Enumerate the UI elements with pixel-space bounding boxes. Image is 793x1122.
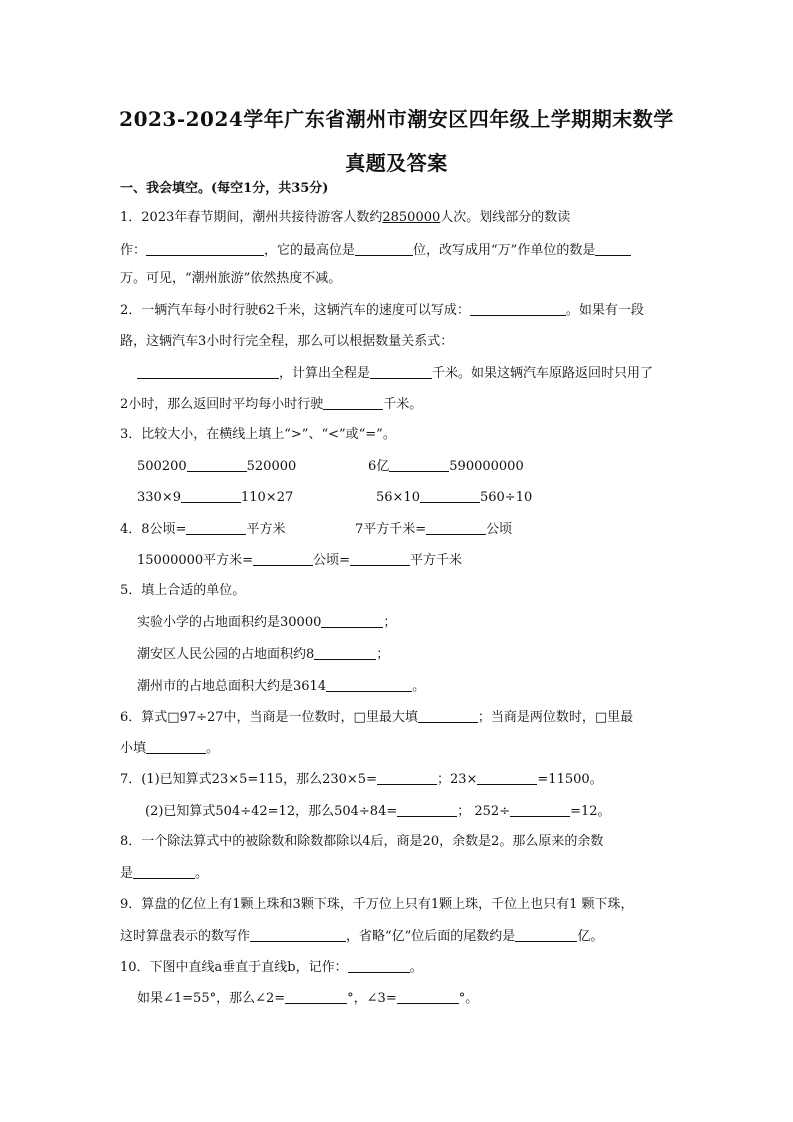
- answer-blank[interactable]: [510, 802, 570, 817]
- answer-blank[interactable]: [426, 520, 486, 535]
- question-8-line-1: 8．一个除法算式中的被除数和除数都除以4后，商是20，余数是2。那么原来的余数: [120, 834, 604, 849]
- question-2-line-1: 2．一辆汽车每小时行驶62千米，这辆汽车的速度可以写成： 。如果有一段: [120, 303, 644, 318]
- question-9-line-1: 9．算盘的亿位上有1颗上珠和3颗下珠，千万位上只有1颗上珠，千位上也只有1 颗下珠，: [120, 897, 634, 912]
- question-3-row-2-left: 330×9 110×27: [137, 490, 294, 505]
- answer-blank[interactable]: [377, 770, 437, 785]
- section-heading: 一、我会填空。(每空1分，共35分): [120, 181, 329, 196]
- answer-blank[interactable]: [253, 551, 313, 566]
- answer-blank[interactable]: [515, 927, 577, 942]
- underlined-number: 2850000: [382, 210, 441, 225]
- question-6-line-2: 小填 。: [120, 741, 220, 756]
- question-7-part-1: 7．(1)已知算式23×5=115，那么230×5= ；23× =11500。: [120, 772, 603, 787]
- answer-blank[interactable]: [420, 488, 480, 503]
- answer-blank[interactable]: [146, 739, 206, 754]
- answer-blank[interactable]: [397, 989, 459, 1004]
- answer-blank[interactable]: [285, 989, 347, 1004]
- answer-blank[interactable]: [146, 241, 264, 256]
- question-1-line-3: 万。可见，“潮州旅游”依然热度不减。: [120, 271, 342, 286]
- question-3-stem: 3．比较大小，在横线上填上“>”、“<”或“=”。: [120, 427, 396, 442]
- question-4-line-2: 15000000平方米= 公顷= 平方千米: [137, 553, 462, 568]
- answer-blank[interactable]: [397, 802, 457, 817]
- question-10-line-1: 10．下图中直线a垂直于直线b，记作： 。: [120, 960, 423, 975]
- question-2-line-4: 2小时，那么返回时平均每小时行驶 千米。: [120, 397, 423, 412]
- answer-blank[interactable]: [477, 770, 537, 785]
- question-6-line-1: 6．算式□97÷27中，当商是一位数时，□里最大填 ；当商是两位数时，□里最: [120, 710, 634, 725]
- page-title: 2023-2024学年广东省潮州市潮安区四年级上学期期末数学: [119, 107, 674, 131]
- answer-blank[interactable]: [133, 864, 195, 879]
- answer-blank[interactable]: [595, 241, 631, 256]
- question-3-row-1-right: 6亿 590000000: [368, 459, 524, 474]
- question-2-line-3: ，计算出全程是 千米。如果这辆汽车原路返回时只用了: [137, 364, 653, 383]
- question-5-stem: 5．填上合适的单位。: [120, 583, 246, 598]
- answer-blank[interactable]: [321, 613, 383, 628]
- answer-blank[interactable]: [370, 364, 432, 379]
- answer-blank[interactable]: [137, 364, 279, 379]
- answer-blank[interactable]: [186, 520, 246, 535]
- question-8-line-2: 是 。: [120, 866, 209, 881]
- question-5-item-c: 潮州市的占地总面积大约是3614 。: [137, 679, 426, 694]
- question-10-line-2: 如果∠1=55°，那么∠2= °，∠3= °。: [137, 991, 479, 1006]
- question-9-line-2: 这时算盘表示的数写作 ，省略“亿”位后面的尾数约是 亿。: [120, 929, 604, 944]
- answer-blank[interactable]: [323, 395, 383, 410]
- question-2-line-2: 路，这辆汽车3小时行完全程，那么可以根据数量关系式：: [120, 334, 454, 349]
- answer-blank[interactable]: [389, 457, 449, 472]
- answer-blank[interactable]: [350, 551, 410, 566]
- answer-blank[interactable]: [470, 301, 566, 316]
- question-4-line-1-right: 7平方千米= 公顷: [355, 522, 513, 537]
- answer-blank[interactable]: [355, 241, 413, 256]
- question-5-item-a: 实验小学的占地面积约是30000 ；: [137, 615, 397, 630]
- question-5-item-b: 潮安区人民公园的占地面积约8 ；: [137, 647, 390, 662]
- answer-blank[interactable]: [418, 708, 478, 723]
- answer-blank[interactable]: [348, 958, 410, 973]
- answer-blank[interactable]: [181, 488, 241, 503]
- question-3-row-1-left: 500200 520000: [137, 459, 297, 474]
- question-1-line-1: 1．2023年春节期间，潮州共接待游客人数约2850000人次。划线部分的数读: [120, 210, 571, 225]
- question-7-part-2: (2)已知算式504÷42=12，那么504÷84= ； 252÷ =12。: [145, 804, 611, 819]
- answer-blank[interactable]: [250, 927, 346, 942]
- question-4-line-1-left: 4．8公顷= 平方米: [120, 522, 286, 537]
- question-1-line-2: 作： ，它的最高位是 位，改写成用“万”作单位的数是: [120, 241, 631, 260]
- answer-blank[interactable]: [326, 677, 412, 692]
- answer-blank[interactable]: [187, 457, 247, 472]
- answer-blank[interactable]: [314, 645, 376, 660]
- page-subtitle: 真题及答案: [345, 151, 448, 175]
- question-3-row-2-right: 56×10 560÷10: [376, 490, 533, 505]
